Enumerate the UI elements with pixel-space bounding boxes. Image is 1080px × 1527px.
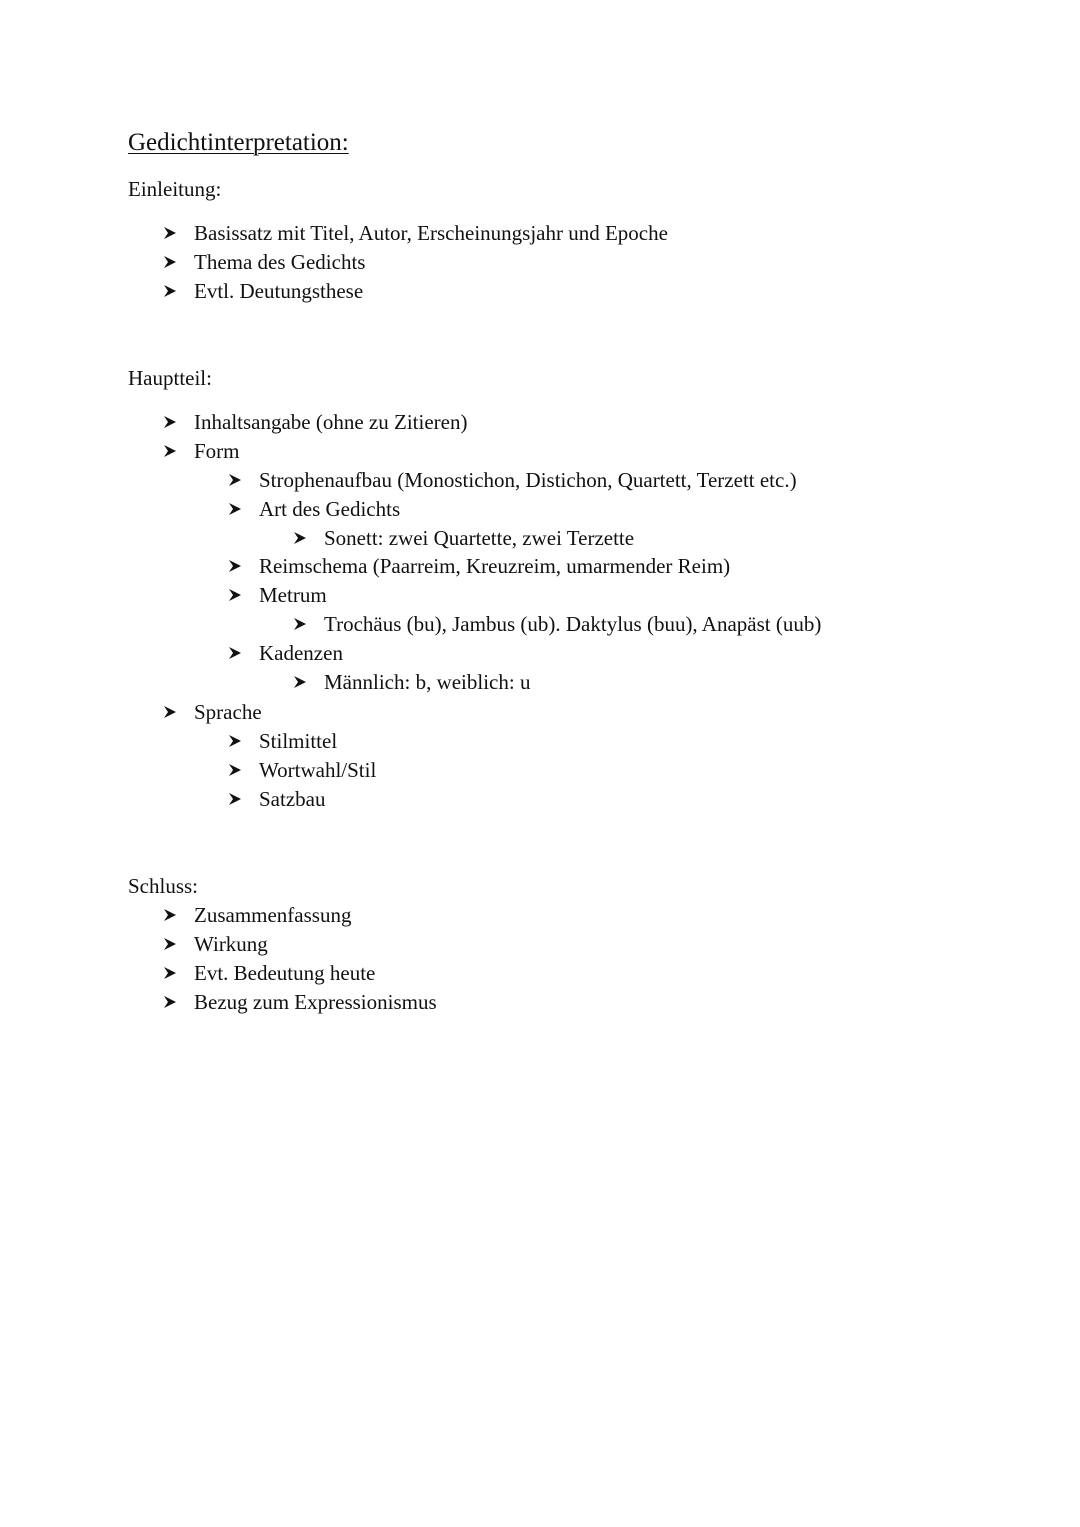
list-item-text: Sprache [194, 700, 262, 724]
arrowhead-bullet-icon [163, 959, 177, 988]
list-item-text: Strophenaufbau (Monostichon, Distichon, Quartett, Terzett etc.) [259, 468, 797, 492]
arrowhead-bullet-icon [163, 901, 177, 930]
list-item-text: Inhaltsangabe (ohne zu Zitieren) [194, 410, 468, 434]
arrowhead-bullet-icon [163, 277, 177, 306]
arrowhead-bullet-icon [228, 581, 242, 610]
list-item-text: Art des Gedichts [259, 497, 401, 521]
list-item-text: Kadenzen [259, 641, 343, 665]
list-item-text: Wirkung [194, 932, 268, 956]
arrowhead-bullet-icon [163, 248, 177, 277]
list-item-text: Thema des Gedichts [194, 250, 366, 274]
section-heading-hauptteil: Hauptteil: [128, 366, 212, 390]
list-item-text: Satzbau [259, 787, 326, 811]
arrowhead-bullet-icon [228, 756, 242, 785]
arrowhead-bullet-icon [163, 219, 177, 248]
arrowhead-bullet-icon [293, 668, 307, 697]
arrowhead-bullet-icon [293, 524, 307, 553]
arrowhead-bullet-icon [163, 437, 177, 466]
arrowhead-bullet-icon [228, 785, 242, 814]
list-item-text: Wortwahl/Stil [259, 758, 377, 782]
arrowhead-bullet-icon [228, 639, 242, 668]
list-item-text: Basissatz mit Titel, Autor, Erscheinungsjahr und Epoche [194, 221, 668, 245]
arrowhead-bullet-icon [228, 552, 242, 581]
list-item-text: Männlich: b, weiblich: u [324, 670, 531, 694]
arrowhead-bullet-icon [228, 466, 242, 495]
list-item-text: Sonett: zwei Quartette, zwei Terzette [324, 526, 635, 550]
list-item-text: Evt. Bedeutung heute [194, 961, 376, 985]
arrowhead-bullet-icon [228, 495, 242, 524]
arrowhead-bullet-icon [163, 408, 177, 437]
list-item-text: Stilmittel [259, 729, 338, 753]
list-item-text: Zusammenfassung [194, 903, 352, 927]
section-heading-einleitung: Einleitung: [128, 177, 222, 201]
list-item-text: Reimschema (Paarreim, Kreuzreim, umarmender Reim) [259, 554, 731, 578]
section-heading-schluss: Schluss: [128, 874, 199, 898]
arrowhead-bullet-icon [228, 727, 242, 756]
list-item-text: Trochäus (bu), Jambus (ub). Daktylus (buu), Anapäst (uub) [324, 612, 822, 636]
arrowhead-bullet-icon [163, 698, 177, 727]
list-item-text: Evtl. Deutungsthese [194, 279, 364, 303]
arrowhead-bullet-icon [163, 930, 177, 959]
document-title: Gedichtinterpretation: [128, 129, 349, 156]
list-item-text: Form [194, 439, 240, 463]
arrowhead-bullet-icon [293, 610, 307, 639]
arrowhead-bullet-icon [163, 988, 177, 1017]
list-item-text: Bezug zum Expressionismus [194, 990, 437, 1014]
list-item-text: Metrum [259, 583, 327, 607]
